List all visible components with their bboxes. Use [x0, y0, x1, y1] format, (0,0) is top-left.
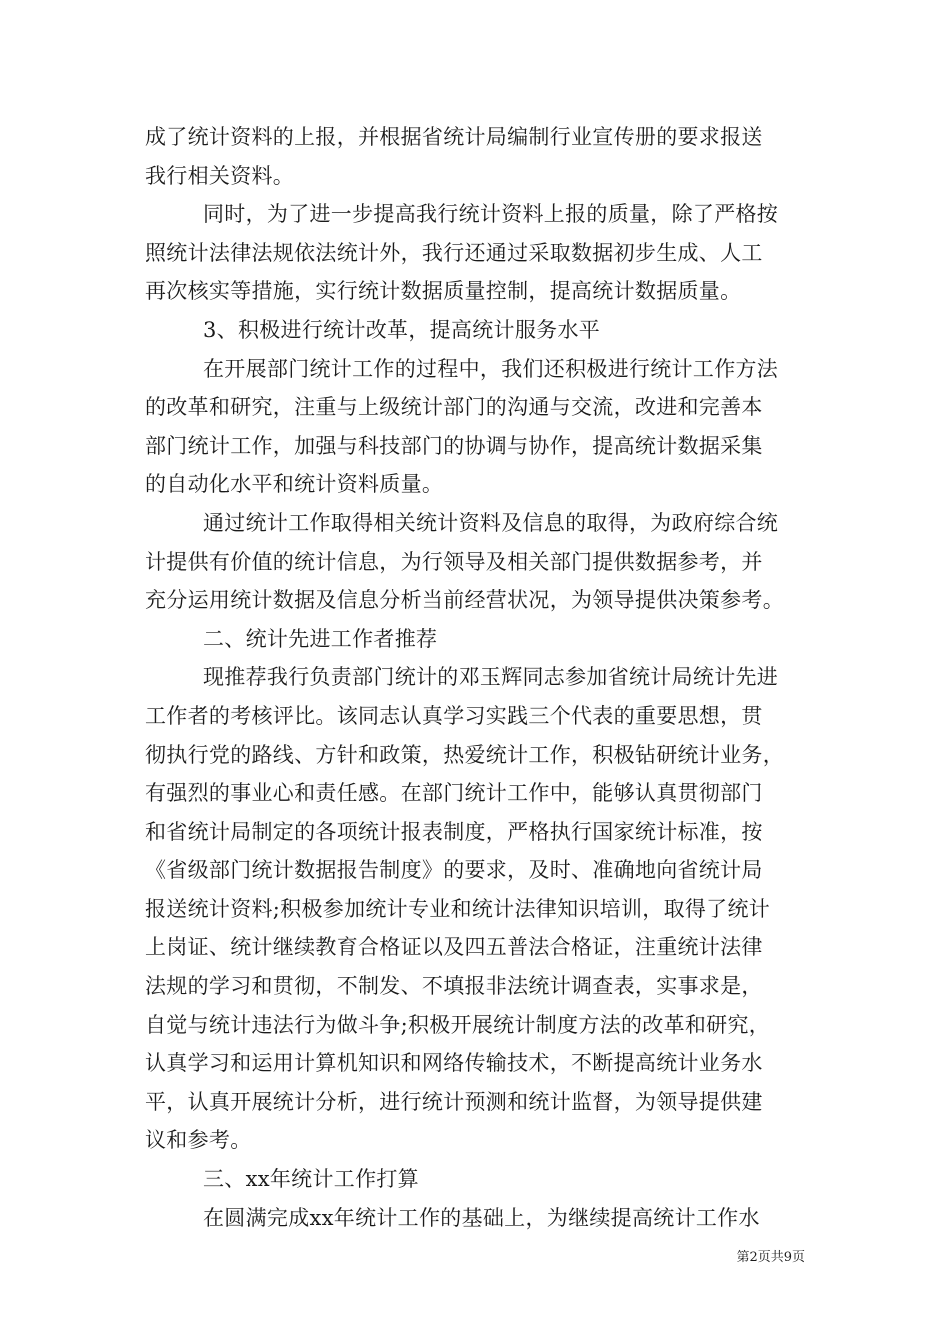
text-line: 和省统计局制定的各项统计报表制度，严格执行国家统计标准，按	[145, 819, 763, 844]
text-line: 3、积极进行统计改革，提高统计服务水平	[203, 317, 601, 342]
text-line: 有强烈的事业心和责任感。在部门统计工作中，能够认真贯彻部门	[145, 781, 763, 806]
text-line: 部门统计工作，加强与科技部门的协调与协作，提高统计数据采集	[145, 433, 763, 458]
text-line: 通过统计工作取得相关统计资料及信息的取得，为政府综合统	[203, 510, 779, 535]
text-line: 三、xx年统计工作打算	[203, 1167, 419, 1192]
text-line: 的改革和研究，注重与上级统计部门的沟通与交流，改进和完善本	[145, 395, 763, 420]
text-line: 自觉与统计违法行为做斗争;积极开展统计制度方法的改革和研究，	[145, 1012, 771, 1037]
text-line: 工作者的考核评比。该同志认真学习实践三个代表的重要思想，贯	[145, 703, 763, 728]
text-line: 照统计法律法规依法统计外，我行还通过采取数据初步生成、人工	[145, 240, 763, 265]
text-line: 报送统计资料;积极参加统计专业和统计法律知识培训，取得了统计	[145, 896, 771, 921]
text-line: 《省级部门统计数据报告制度》的要求，及时、准确地向省统计局	[145, 858, 763, 883]
document-body	[145, 118, 810, 1237]
text-line: 平，认真开展统计分析，进行统计预测和统计监督，为领导提供建	[145, 1089, 763, 1114]
text-line: 计提供有价值的统计信息，为行领导及相关部门提供数据参考，并	[145, 549, 763, 574]
text-line: 议和参考。	[145, 1128, 252, 1153]
text-line: 法规的学习和贯彻，不制发、不填报非法统计调查表，实事求是，	[145, 974, 763, 999]
page-number: 第2页共9页	[736, 1250, 805, 1265]
text-line: 认真学习和运用计算机知识和网络传输技术，不断提高统计业务水	[145, 1051, 763, 1076]
text-line: 的自动化水平和统计资料质量。	[145, 472, 444, 497]
text-line: 现推荐我行负责部门统计的邓玉辉同志参加省统计局统计先进	[203, 665, 779, 690]
text-line: 上岗证、统计继续教育合格证以及四五普法合格证，注重统计法律	[145, 935, 763, 960]
text-line: 在圆满完成xx年统计工作的基础上，为继续提高统计工作水	[203, 1205, 760, 1230]
text-line: 同时，为了进一步提高我行统计资料上报的质量，除了严格按	[203, 202, 779, 227]
text-line: 再次核实等措施，实行统计数据质量控制，提高统计数据质量。	[145, 279, 742, 304]
text-line: 彻执行党的路线、方针和政策，热爱统计工作，积极钻研统计业务，	[145, 742, 784, 767]
text-line: 充分运用统计数据及信息分析当前经营状况，为领导提供决策参考。	[145, 588, 784, 613]
text-line: 成了统计资料的上报，并根据省统计局编制行业宣传册的要求报送	[145, 125, 763, 149]
text-line: 我行相关资料。	[145, 163, 295, 188]
text-line: 二、统计先进工作者推荐	[203, 626, 438, 651]
text-line: 在开展部门统计工作的过程中，我们还积极进行统计工作方法	[203, 356, 779, 381]
